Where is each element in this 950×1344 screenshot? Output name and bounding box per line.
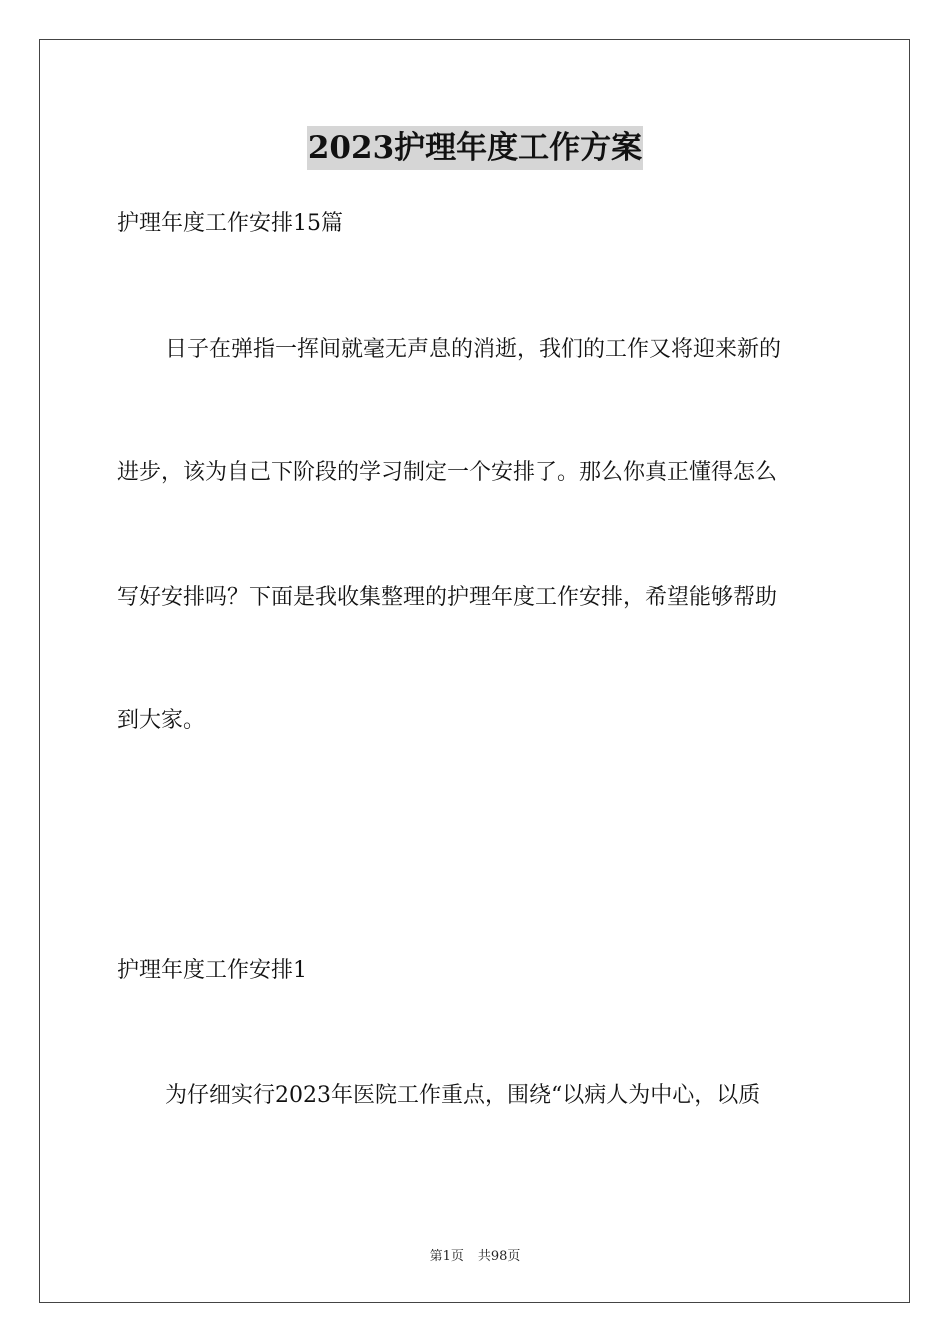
document-title: 2023护理年度工作方案 [307,126,643,170]
document-subtitle: 护理年度工作安排15篇 [117,211,343,236]
intro-line-2: 进步，该为自己下阶段的学习制定一个安排了。那么你真正懂得怎么 [117,460,778,485]
page-total: 共98页 [477,1249,521,1264]
intro-line-4: 到大家。 [117,708,206,733]
document-title-row [0,126,950,170]
page-footer [0,1248,950,1266]
intro-line-1: 日子在弹指一挥间就毫无声息的消逝，我们的工作又将迎来新的 [165,337,782,362]
section-line-1: 为仔细实行2023年医院工作重点，围绕“以病人为中心，以质 [165,1083,761,1108]
section-heading: 护理年度工作安排1 [117,958,307,983]
intro-line-3: 写好安排吗？下面是我收集整理的护理年度工作安排，希望能够帮助 [117,585,778,610]
page-number: 第1页 [429,1249,464,1264]
